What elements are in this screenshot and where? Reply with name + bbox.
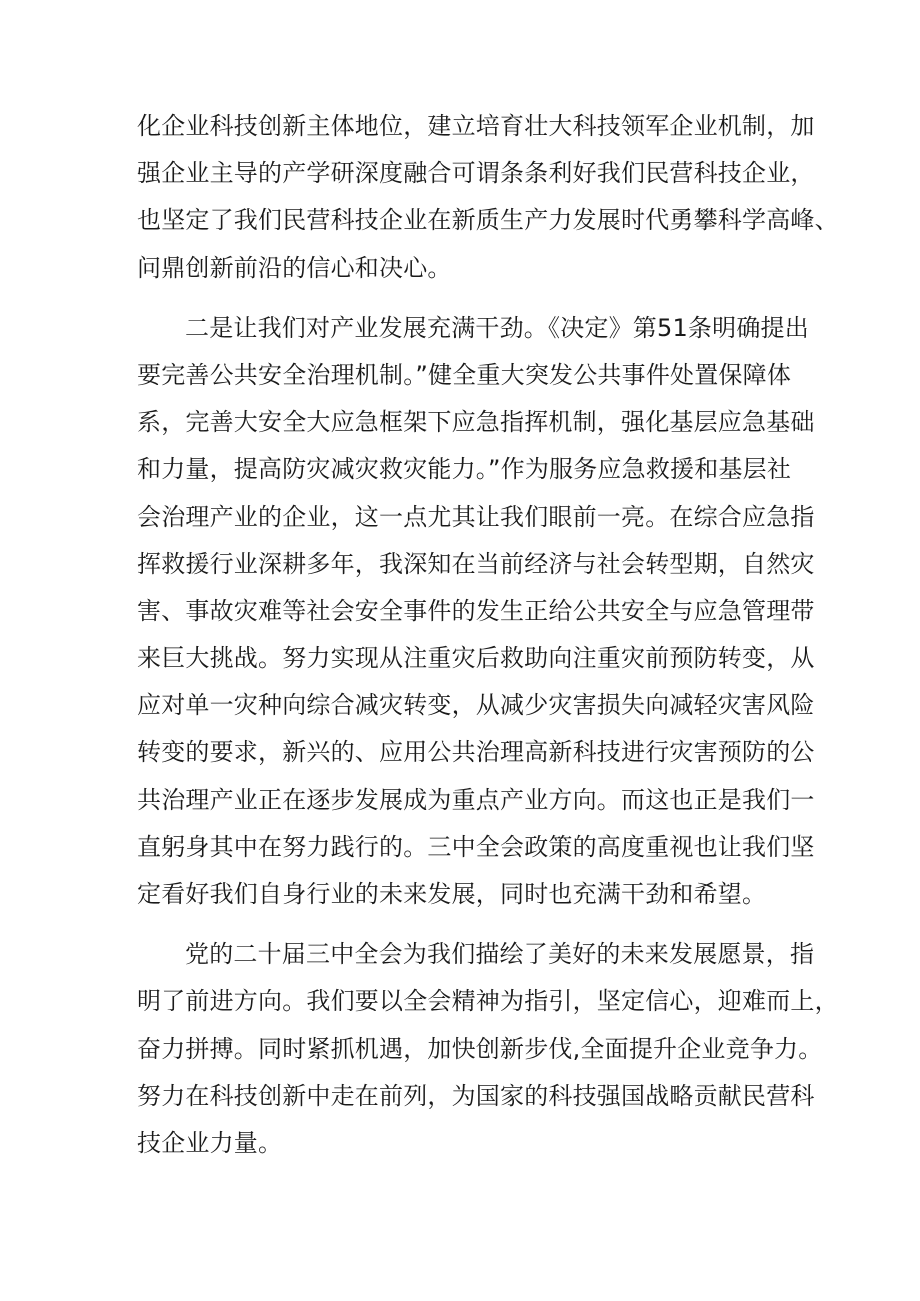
text-line: 共治理产业正在逐步发展成为重点产业方向。而这也正是我们一 xyxy=(137,785,815,814)
text-line: 努力在科技创新中走在前列，为国家的科技强国战略贡献民营科 xyxy=(137,1081,815,1110)
text-line: 直躬身其中在努力践行的。三中全会政策的高度重视也让我们坚 xyxy=(137,832,815,861)
text-line: 党的二十届三中全会为我们描绘了美好的未来发展愿景，指 xyxy=(185,940,815,969)
text-line: 要完善公共安全治理机制。”健全重大突发公共事件处置保障体 xyxy=(137,360,792,389)
text-line: 明了前进方向。我们要以全会精神为指引，坚定信心，迎难而上， xyxy=(137,987,839,1016)
text-line: 系，完善大安全大应急框架下应急指挥机制，强化基层应急基础 xyxy=(137,408,815,437)
text-line: 挥救援行业深耕多年，我深知在当前经济与社会转型期，自然灾 xyxy=(137,549,815,578)
text-line: 二是让我们对产业发展充满干劲。《决定》第51条明确提出 xyxy=(185,313,809,342)
text-line: 来巨大挑战。努力实现从注重灾后救助向注重灾前预防转变，从 xyxy=(137,644,815,673)
text-line: 害、事故灾难等社会安全事件的发生正给公共安全与应急管理带 xyxy=(137,596,815,625)
text-line: 定看好我们自身行业的未来发展，同时也充满干劲和希望。 xyxy=(137,880,767,908)
text-line: 技企业力量。 xyxy=(137,1128,283,1157)
text-line: 强企业主导的产学研深度融合可谓条条利好我们民营科技企业， xyxy=(137,159,815,188)
text-line: 应对单一灾种向综合减灾转变，从减少灾害损失向减轻灾害风险 xyxy=(137,691,815,720)
text-line: 和力量，提高防灾减灾救灾能力。”作为服务应急救援和基层社 xyxy=(137,455,792,484)
text-line: 奋力拼搏。同时紧抓机遇，加快创新步伐,全面提升企业竞争力。 xyxy=(137,1034,823,1063)
text-line: 化企业科技创新主体地位，建立培育壮大科技领军企业机制，加 xyxy=(137,112,815,140)
paragraph xyxy=(137,931,839,1167)
text-line: 转变的要求，新兴的、应用公共治理高新科技进行灾害预防的公 xyxy=(137,738,815,767)
document-body xyxy=(137,103,839,1180)
text-line: 也坚定了我们民营科技企业在新质生产力发展时代勇攀科学高峰、 xyxy=(137,206,839,235)
text-line: 会治理产业的企业，这一点尤其让我们眼前一亮。在综合应急指 xyxy=(137,502,815,531)
paragraph xyxy=(137,103,839,292)
paragraph xyxy=(137,305,815,918)
text-line: 问鼎创新前沿的信心和决心。 xyxy=(137,253,452,282)
